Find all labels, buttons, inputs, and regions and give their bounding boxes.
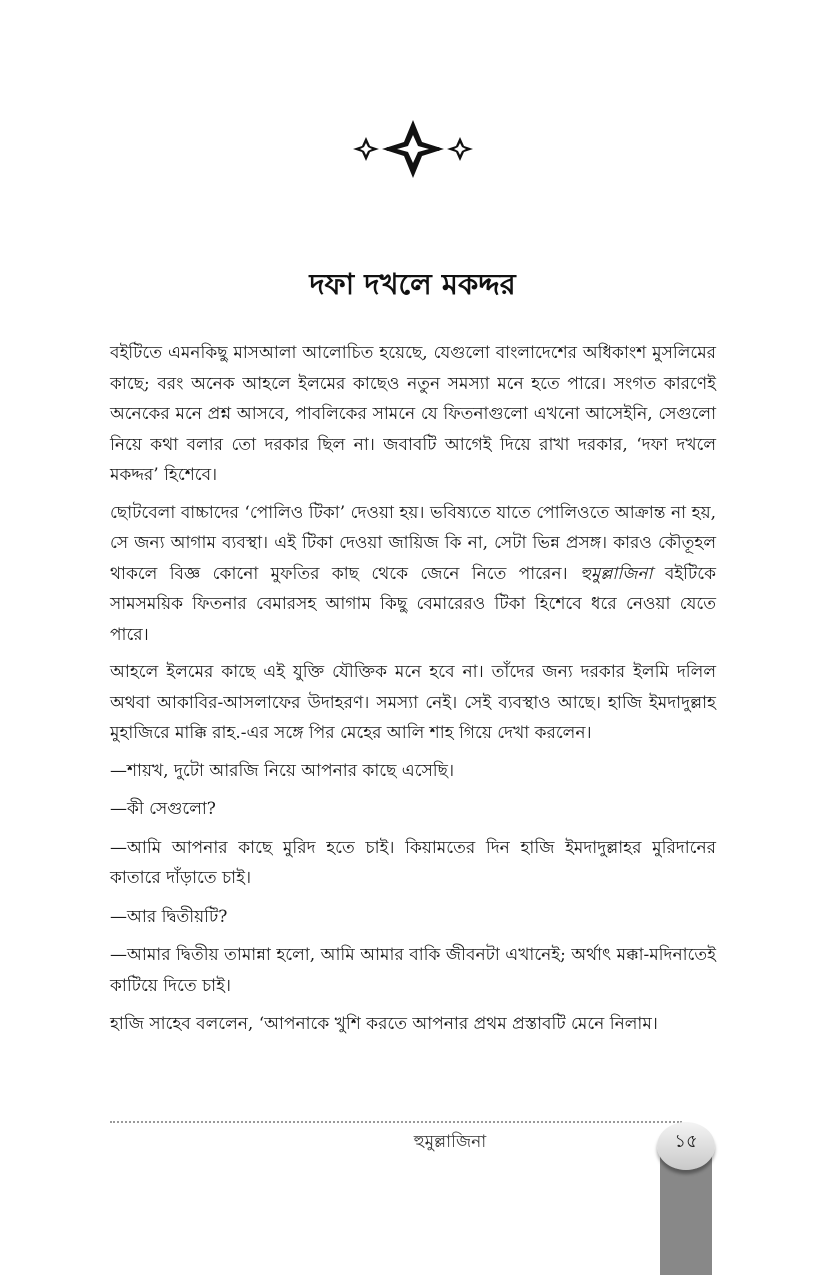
dialogue-line-2: —কী সেগুলো? [110,799,216,819]
chapter-body [110,338,716,1048]
paragraph-2 [110,498,716,651]
page-number: ১৫ [657,1122,715,1170]
diamond-star-ornament [350,118,476,180]
running-footer-title: হুমুল্লাজিনা [413,1132,487,1152]
dialogue-line-4: —আর দ্বিতীয়টি? [110,906,228,927]
narration-line: হাজি সাহেব বললেন, ‘আপনাকে খুশি করতে আপনার প্রথম প্রস্তাবটি মেনে নিলাম। [110,1014,658,1034]
dialogue-line-3: —আমি আপনার কাছে মুরিদ হতে চাই। কিয়ামতের দিন হাজি ইমদাদুল্লাহর মুরিদানের কাতারে দাঁড়াতে চাই। [110,837,716,888]
book-title-italic: হুমুল্লাজিনা [580,563,653,584]
paragraph-2-text: ছোটবেলা বাচ্চাদের ‘পোলিও টিকা’ দেওয়া হয়। ভবিষ্যতে যাতে পোলিওতে আক্রান্ত না হয়, সে জন্য আগাম ব্যবস্থা। এই টিকা দেওয়া জায়িজ কি না, সেটা ভিন্ন প্রসঙ্গ। কারও কৌতূহল থাকলে বিজ্ঞ কোনো মুফতির কাছ থেকে জেনে নিতে পারেন। [110,502,716,584]
dialogue-line-1: —শায়খ, দুটো আরজি নিয়ে আপনার কাছে এসেছি। [110,760,455,781]
paragraph-3: আহলে ইলমের কাছে এই যুক্তি যৌক্তিক মনে হবে না। তাঁদের জন্য দরকার ইলমি দলিল অথবা আকাবির-আসলাফের উদাহরণ। সমস্যা নেই। সেই ব্যবস্থাও আছে। হাজি ইমদাদুল্লাহ মুহাজিরে মাক্কি রাহ.-এর সঙ্গে পির মেহের আলি শাহ গিয়ে দেখা করলেন। [110,662,716,743]
footer-divider [110,1121,682,1123]
paragraph-1: বইটিতে এমনকিছু মাসআলা আলোচিত হয়েছে, যেগুলো বাংলাদেশের অধিকাংশ মুসলিমের কাছে; বরং অনেক আহলে ইলমের কাছেও নতুন সমস্যা মনে হতে পারে। সংগত কারণেই অনেকের মনে প্রশ্ন আসবে, পাবলিকের সামনে যে ফিতনাগুলো এখনো আসেইনি, সেগুলো নিয়ে কথা বলার তো দরকার ছিল না। জবাবটি আগেই দিয়ে রাখা দরকার, ‘দফা দখলে মকদ্দর’ হিশেবে। [110,343,716,485]
chapter-title: দফা দখলে মকদ্দর [309,267,516,301]
dialogue-line-5: —আমার দ্বিতীয় তামান্না হলো, আমি আমার বাকি জীবনটা এখানেই; অর্থাৎ মক্কা-মদিনাতেই কাটিয়ে দিতে চাই। [110,945,716,996]
paragraph-2-rest: বইটিকে সামসময়িক ফিতনার বেমারসহ আগাম কিছু বেমারেরও টিকা হিশেবে ধরে নেওয়া যেতে পারে। [110,563,717,645]
